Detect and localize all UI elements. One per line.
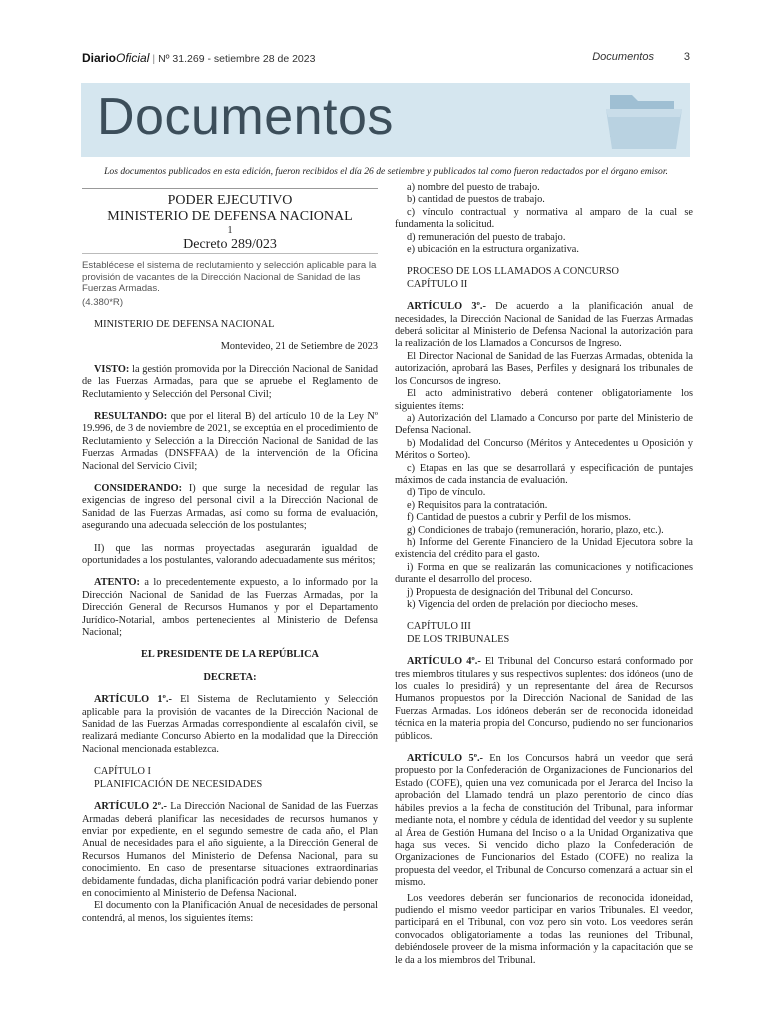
- list-item: c) vínculo contractual y normativa al amparo de la cual se fundamenta la solicitud.: [395, 206, 693, 231]
- page-header: DiarioOficial | Nº 31.269 - setiembre 28 de 2023 Documentos 3: [82, 51, 690, 65]
- article-2-items-intro: El documento con la Planificación Anual de necesidades de personal contendrá, al menos, los siguientes ítems:: [82, 900, 378, 924]
- chapter-1-title: PLANIFICACIÓN DE NECESIDADES: [94, 778, 263, 790]
- process-heading: PROCESO DE LOS LLAMADOS A CONCURSO: [407, 266, 619, 278]
- article-3-paragraph-2: El Director Nacional de Sanidad de las Fuerzas Armadas, obtenida la autorización, aprobará las Bases, Perfiles y designará los tribunales de los Concursos de ingreso.: [395, 350, 693, 387]
- article-5-paragraph-2: Los veedores deberán ser funcionarios de reconocida idoneidad, pudiendo el mismo veedor participar en varios Tribunales. El veedor, participará en el Tribunal, con voz pero sin voto. Los veedores serán convocados obligatoriamente a todas las reuniones del Tribunal, debiéndosele proveer de la misma información y la capacitación que se le da a los miembros del Tribunal.: [395, 892, 693, 966]
- article-2: ARTÍCULO 2º.- La Dirección Nacional de Sanidad de las Fuerzas Armadas deberá planificar las necesidades de recursos humanos y enviar por expediente, en el segundo semestre de cada año, el Plan Anual de necesidades para el año siguiente, a la Dirección General de Recursos Humanos del Ministerio de Defensa Nacional, para su conocimiento. En caso de presentarse situaciones extraordinarias debidamente fundadas, dicha planificación podrá variar debiendo poner en conocimiento al Ministerio de Defensa Nacional.: [82, 801, 378, 899]
- list-item: d) Tipo de vínculo.: [407, 487, 486, 499]
- list-item: b) Modalidad del Concurso (Méritos y Antecedentes u Oposición y Méritos o Sorteo).: [395, 437, 693, 462]
- left-column: [82, 188, 378, 925]
- list-item: i) Forma en que se realizarán las comunicaciones y notificaciones durante el desarrollo del proceso.: [395, 561, 693, 586]
- publication-note: Los documentos publicados en esta edición, fueron recibidos el día 26 de setiembre y publicados tal como fueron redactados por el órgano emisor.: [104, 166, 668, 177]
- list-item: h) Informe del Gerente Financiero de la Unidad Ejecutora sobre la existencia del crédito para el gasto.: [395, 536, 693, 561]
- decree-abstract: Establécese el sistema de reclutamiento y selección aplicable para la provisión de vacantes de la Dirección Nacional de Sanidad de las Fuerzas Armadas.: [82, 253, 378, 295]
- list-item: b) cantidad de puestos de trabajo.: [407, 194, 545, 206]
- article-4: ARTÍCULO 4º.- El Tribunal del Concurso estará conformado por tres miembros titulares y sus respectivos suplentes: dos idóneos (uno de los cuales lo presidirá) y un representante del área de Recursos Humanos propuestos por la Dirección Nacional de Sanidad de las Fuerzas Armadas. Los idóneos deberán ser de reconocida idoneidad técnica en la materia propia del Concurso, pudiendo no ser funcionarios públicos.: [395, 656, 693, 742]
- resultando-paragraph: RESULTANDO: que por el literal B) del artículo 10 de la Ley Nº 19.996, de 3 de noviembre de 2021, se exceptúa en el procedimiento de Reclutamiento y Selección a la Dirección Nacional de Sanidad de las Fuerzas Armadas (DNSFFAA) de la intervención de la Oficina Nacional del Servicio Civil;: [82, 410, 378, 472]
- article-1: ARTÍCULO 1º.- El Sistema de Reclutamiento y Selección aplicable para la provisión de vacantes de la Dirección Nacional de Sanidad de las Fuerzas Armadas correspondiente al escalafón civil, se realizará mediante Concurso Abierto en la modalidad que la Dirección Nacional mencionada establezca.: [82, 694, 378, 755]
- decree-code: (4.380*R): [82, 296, 124, 308]
- list-item: a) Autorización del Llamado a Concurso por parte del Ministerio de Defensa Nacional.: [395, 412, 693, 437]
- decree-title: Decreto 289/023: [183, 237, 277, 252]
- chapter-3: CAPÍTULO III: [407, 621, 471, 633]
- section-name: Documentos: [592, 51, 654, 63]
- chapter-1: CAPÍTULO I: [94, 766, 151, 778]
- divider: [82, 188, 378, 189]
- article-3-paragraph-3: El acto administrativo deberá contener obligatoriamente los siguientes ítems:: [395, 388, 693, 412]
- decreta-heading: DECRETA:: [203, 671, 257, 683]
- page-number: 3: [683, 51, 690, 63]
- list-item: d) remuneración del puesto de trabajo.: [407, 231, 566, 243]
- ministry-line: MINISTERIO DE DEFENSA NACIONAL: [94, 318, 275, 330]
- atento-paragraph: ATENTO: a lo precedentemente expuesto, a lo informado por la Dirección Nacional de Sanidad de las Fuerzas Armadas, por la Dirección General de Recursos Humanos y por el Departamento Jurídico-Notarial, ambos pertenecientes al Ministerio de Defensa Nacional;: [82, 577, 378, 639]
- list-item: e) Requisitos para la contratación.: [407, 499, 548, 511]
- list-item: k) Vigencia del orden de prelación por dieciocho meses.: [407, 599, 639, 610]
- list-item: e) ubicación en la estructura organizativa.: [407, 244, 579, 256]
- visto-paragraph: VISTO: la gestión promovida por la Dirección Nacional de Sanidad de las Fuerzas Armadas, para que se apruebe el Reglamento de Reclutamiento y Selección del Personal Civil;: [82, 363, 378, 400]
- list-item: a) nombre del puesto de trabajo.: [407, 182, 540, 193]
- list-item: j) Propuesta de designación del Tribunal del Concurso.: [407, 586, 633, 598]
- president-heading: EL PRESIDENTE DE LA REPÚBLICA: [141, 649, 319, 661]
- considerando-ii-paragraph: II) que las normas proyectadas asegurarán igualdad de oportunidades a los postulantes, valorando adecuadamente sus méritos;: [82, 542, 378, 566]
- list-item: f) Cantidad de puestos a cubrir y Perfil de los mismos.: [407, 512, 631, 524]
- article-5: ARTÍCULO 5º.- En los Concursos habrá un veedor que será propuesto por la Confederación de Organizaciones de Funcionarios del Estado (COFE), quien una vez comunicada por el Jerarca del Inciso la aprobación del Llamado tendrá un plazo perentorio de cinco días hábiles previos a la fecha de constitución del Tribunal, para informar mediante nota, el nombre y cédula de identidad del veedor y su suplente al Área de Gestión Humana del Inciso o a la Unidad Organizativa que haga sus veces. Si vencido dicho plazo la Confederación de Organizaciones de Funcionarios del Estado (COFE) no realiza la propuesta del veedor, el Tribunal de Concurso comenzará a actuar sin el mismo.: [395, 753, 693, 889]
- right-column: [395, 182, 693, 967]
- folder-icon: [602, 87, 686, 153]
- power-heading: PODER EJECUTIVO: [167, 193, 293, 208]
- considerando-paragraph: CONSIDERANDO: I) que surge la necesidad de regular las exigencias de ingreso del personal civil a la Dirección Nacional de Sanidad de las Fuerzas Armadas, así como su forma de evaluación, asegurando una adecuada selección de los postulantes;: [82, 482, 378, 532]
- banner-title: Documentos: [97, 88, 394, 146]
- section-banner: [81, 83, 690, 157]
- list-item: c) Etapas en las que se desarrollará y especificación de puntajes máximos de cada instancia de evaluación.: [395, 462, 693, 486]
- list-item: g) Condiciones de trabajo (remuneración, horario, plazo, etc.).: [407, 524, 664, 536]
- issue-info: Nº 31.269 - setiembre 28 de 2023: [158, 53, 316, 65]
- decree-number: 1: [227, 225, 233, 236]
- publication-logo: DiarioOficial: [82, 51, 150, 65]
- article-3: ARTÍCULO 3º.- De acuerdo a la planificación anual de necesidades, la Dirección Nacional de Sanidad de las Fuerzas Armadas deberá solicitar al Ministerio de Defensa Nacional la autorización para la realización de los Llamados a Concursos de Ingreso.: [395, 301, 693, 350]
- ministry-heading: MINISTERIO DE DEFENSA NACIONAL: [107, 209, 353, 224]
- chapter-3-title: DE LOS TRIBUNALES: [407, 633, 510, 645]
- chapter-2: CAPÍTULO II: [407, 278, 468, 290]
- decree-date: Montevideo, 21 de Setiembre de 2023: [220, 341, 378, 353]
